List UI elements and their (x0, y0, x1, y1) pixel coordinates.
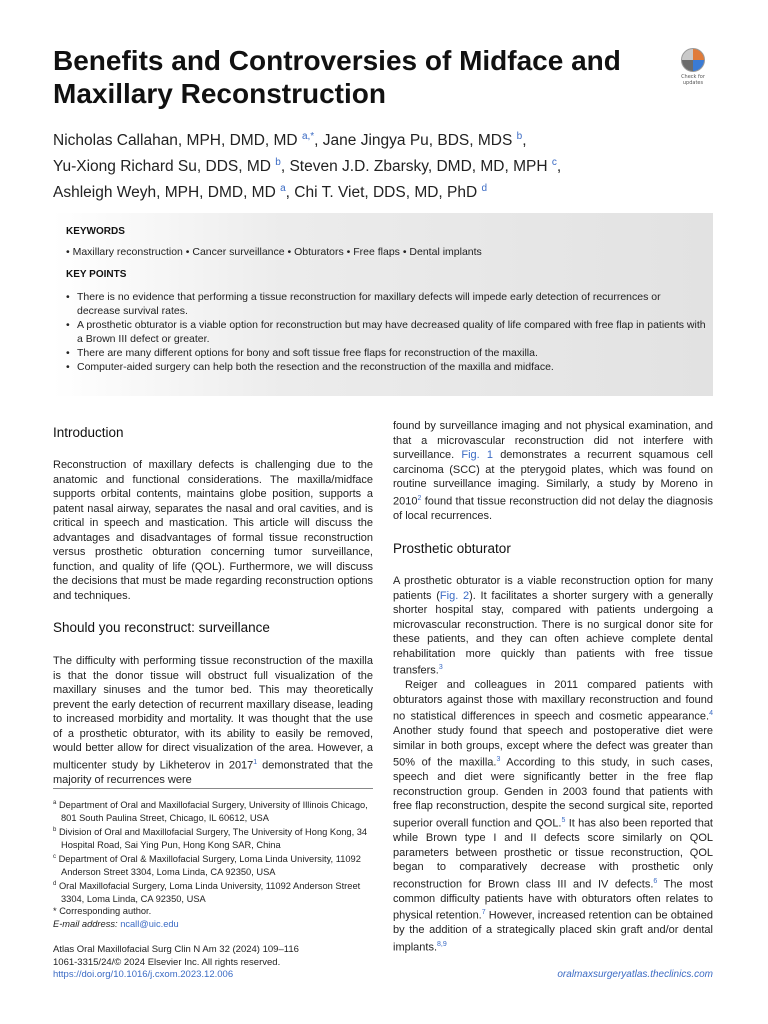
paragraph-text: demonstrated that the majority of recurrences were (53, 759, 373, 786)
paragraph-text: demonstrates a recurrent squamous cell carcinoma (SCC) at the pterygoid plates, which was found on routine surveillance imaging. Similarly, a study by Moreno in 2010 (393, 449, 713, 508)
author-name: Steven J.D. Zbarsky, DMD, MD, MPH (289, 158, 548, 176)
reference-link[interactable]: 4 (709, 710, 713, 718)
key-points-list (66, 290, 706, 374)
badge-label: Check for updates (681, 74, 705, 86)
reference-link[interactable]: 6 (653, 877, 658, 885)
reference-link[interactable]: 5 (561, 816, 566, 824)
paragraph-text: found that tissue reconstruction did not delay the diagnosis of local recurrences. (393, 495, 713, 522)
footnote-divider (53, 788, 373, 789)
keywords-heading: KEYWORDS (66, 226, 125, 237)
key-point: • There is no evidence that performing a tissue reconstruction for maxillary defects will impede early detection of recurrences or decrease survival rates. (66, 290, 706, 318)
author-separator: , (285, 184, 295, 202)
author-name: Nicholas Callahan, MPH, DMD, MD (53, 132, 298, 150)
author-separator: , (280, 158, 290, 176)
prosthetic-obturator-heading: Prosthetic obturator (393, 541, 511, 556)
author-affiliation[interactable]: c (551, 157, 557, 169)
introduction-paragraph (53, 458, 373, 603)
paragraph-text: The most common difficulty patients have with obturators often relates to physical retention. (393, 878, 713, 922)
paragraph-text: The difficulty with performing tissue reconstruction of the maxilla is that the donor tissue will obstruct full visualization of the maxillary sinuses and the tumor bed. This may theoretically prevent the early detection of recurrent maxillary disease, leading to increased morbidity and mortality. It was thought that the use of a prosthetic obturator, with its ability to easily be removed, would better allow for direct visualization of the area. However, a multicenter study by Likheterov in 2017 (53, 655, 373, 772)
footnote-mark: c (53, 854, 56, 861)
key-point: • There are many different options for bony and soft tissue free flaps for reconstruction of the maxilla. (66, 346, 706, 360)
footnote-text: Department of Oral and Maxillofacial Surgery, University of Illinois Chicago, 801 South Paulina Street, Chicago, IL 60612, USA (58, 800, 368, 823)
surveillance-paragraph (53, 654, 373, 787)
footnote-text: Division of Oral and Maxillofacial Surgery, The University of Hong Kong, 34 Hospital Road, Sai Ying Pun, Hong Kong SAR, China (58, 827, 368, 850)
reference-link[interactable]: 7 (481, 909, 486, 917)
paragraph-text: Reconstruction of maxillary defects is challenging due to the anatomic and functional considerations. The maxilla/midface supports orbital contents, maintains globe position, supports a patent nasal airway, separates the nasal and oral cavities, and is critical in speech and mastication. This article will discuss the advantages and disadvantages of formal tissue reconstruction versus prosthetic obturation concerning tumor surveillance, function, and quality of life (QOL). Furthermore, we will discuss the decisions that must be made regarding reconstruction options and techniques. (53, 459, 373, 602)
footnote-a (53, 797, 373, 824)
paragraph-text: ). It facilitates a shorter surgery with a generally shorter hospital stay, compared with patients undergoing a microvascular reconstruction. There is no surgical donor site for these patients, and they can often achieve complete dental rehabilitation more quickly than patients with free tissue transfers. (393, 589, 713, 677)
doi-link[interactable]: https://doi.org/10.1016/j.cxom.2023.12.006 (53, 969, 234, 980)
reference-link[interactable]: 1 (253, 758, 258, 766)
check-for-updates-badge[interactable] (680, 48, 706, 86)
introduction-heading: Introduction (53, 425, 124, 440)
affiliation-footnotes (53, 797, 373, 930)
figure-2-link[interactable]: Fig. 2 (439, 589, 470, 602)
reference-link[interactable]: 3 (438, 664, 443, 671)
author-affiliation[interactable]: b (275, 157, 281, 169)
reference-link[interactable]: 8,9 (437, 940, 447, 948)
author-separator: , (522, 132, 527, 150)
corresponding-author: * Corresponding author. (53, 906, 152, 917)
footnote-b (53, 824, 373, 851)
author-separator: , (556, 158, 562, 176)
crossmark-icon (681, 48, 705, 72)
author-affiliation[interactable]: a (280, 183, 286, 195)
paragraph-text: A prosthetic obturator is a viable reconstruction option for many patients ( (393, 575, 713, 602)
paragraph-text: It has also been reported that while Brown type I and II defects score similarly on QOL parameters between prosthetic or tissue reconstruction, QOL began to comparatively decrease with prosthetic only reconstruction for Brown class III and IV defects. (393, 817, 713, 891)
author-affiliation[interactable]: b (516, 131, 523, 142)
key-point: • A prosthetic obturator is a viable option for reconstruction but may have decreased quality of life compared with free flap in patients with a Brown III defect or greater. (66, 318, 706, 346)
surveillance-continued-paragraph (393, 419, 713, 523)
author-list (53, 126, 733, 204)
author-affiliation[interactable]: a,* (301, 131, 315, 142)
author-separator: , (314, 132, 323, 150)
email-label: E-mail address: (53, 918, 118, 929)
author-name: Yu-Xiong Richard Su, DDS, MD (53, 158, 271, 176)
reference-link[interactable]: 3 (496, 756, 501, 764)
reference-link[interactable]: 2 (417, 494, 422, 502)
journal-citation: Atlas Oral Maxillofacial Surg Clin N Am 32 (2024) 109–116 (53, 944, 299, 955)
keywords-list: • Maxillary reconstruction • Cancer surveillance • Obturators • Free flaps • Dental implants (66, 246, 482, 258)
author-name: Ashleigh Weyh, MPH, DMD, MD (53, 184, 276, 202)
journal-website-link[interactable]: oralmaxsurgeryatlas.theclinics.com (557, 969, 713, 980)
author-name: Chi T. Viet, DDS, MD, PhD (294, 184, 478, 202)
footnote-text: Department of Oral & Maxillofacial Surgery, Loma Linda University, 11092 Anderson Street 3304, Loma Linda, CA 92350, USA (58, 854, 361, 877)
article-title: Benefits and Controversies of Midface and Maxillary Reconstruction (53, 45, 621, 109)
paragraph-text: Another study found that speech and postoperative diet were similar in both groups, except where the defect was greater than 50% of the maxilla. (393, 725, 713, 769)
footnote-mark: d (53, 881, 57, 888)
paragraph-text: However, increased retention can be obtained by the addition of a strategically placed skin graft and/or dental implants. (393, 909, 713, 954)
paragraph-text: Reiger and colleagues in 2011 compared patients with obturators against those with maxillary reconstruction and found no statistical differences in speech and cosmetic appearance. (393, 679, 713, 723)
author-affiliation[interactable]: d (481, 183, 488, 195)
footnote-mark: b (53, 827, 57, 834)
surveillance-heading: Should you reconstruct: surveillance (53, 620, 270, 635)
footnote-text: Oral Maxillofacial Surgery, Loma Linda University, 11092 Anderson Street 3304, Loma Linda, CA 92350, USA (58, 881, 361, 904)
key-point: • Computer-aided surgery can help both the resection and the reconstruction of the maxilla and midface. (66, 360, 706, 374)
key-points-heading: KEY POINTS (66, 269, 127, 280)
paragraph-text: According to this study, in such cases, speech and diet were significantly better in the free flap reconstruction group. Genden in 2003 found that patients with free flap reconstruction, despite the second surgical site, reported superior overall function and QOL. (393, 756, 713, 830)
figure-1-link[interactable]: Fig. 1 (461, 449, 493, 461)
author-name: Jane Jingya Pu, BDS, MDS (322, 132, 513, 150)
copyright-line: 1061-3315/24/© 2024 Elsevier Inc. All rights reserved. (53, 956, 281, 968)
footnote-d (53, 878, 373, 905)
email-line (53, 918, 373, 931)
email-link[interactable]: ncall@uic.edu (120, 918, 179, 929)
footnote-mark: a (53, 800, 57, 806)
footnote-c (53, 851, 373, 878)
paragraph-text: found by surveillance imaging and not physical examination, and that a microvascular reconstruction did not interfere with surveillance. (393, 420, 713, 461)
publication-info (53, 944, 299, 982)
prosthetic-obturator-section (393, 574, 713, 955)
